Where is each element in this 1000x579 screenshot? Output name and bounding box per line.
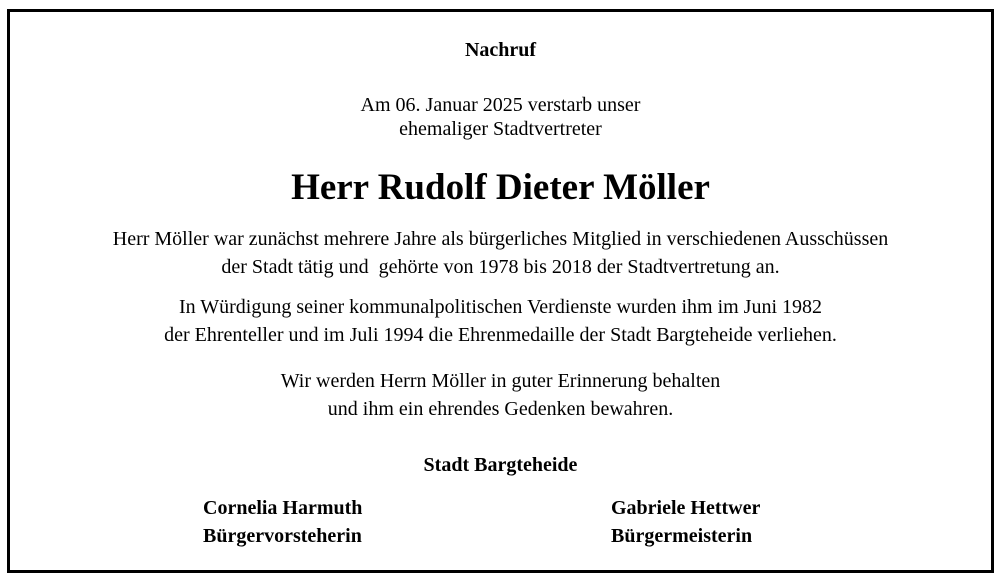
signatory-left [203, 494, 362, 550]
paragraph-honors-line-2: der Ehrenteller und im Juli 1994 die Ehrenmedaille der Stadt Bargteheide verliehen. [164, 324, 837, 346]
signatory-name: Gabriele Hettwer [611, 497, 761, 519]
intro-text [10, 93, 991, 141]
intro-line-1: Am 06. Januar 2025 verstarb unser [360, 94, 641, 116]
paragraph-remembrance-line-1: Wir werden Herrn Möller in guter Erinnerung behalten [280, 370, 721, 392]
paragraph-honors-line-1: In Würdigung seiner kommunalpolitischen Verdienste wurden ihm im Juni 1982 [178, 296, 823, 318]
signatory-right [611, 494, 760, 550]
paragraph-career-line-2: der Stadt tätig und gehörte von 1978 bis 2018 der Stadtvertretung an. [221, 256, 780, 278]
paragraph-career-line-1: Herr Möller war zunächst mehrere Jahre als bürgerliches Mitglied in verschiedenen Ausschüssen [112, 228, 889, 250]
paragraph-remembrance-line-2: und ihm ein ehrendes Gedenken bewahren. [327, 398, 674, 420]
paragraph-career [10, 225, 991, 281]
paragraph-honors [10, 293, 991, 349]
deceased-name: Herr Rudolf Dieter Möller [291, 167, 710, 208]
intro-line-2: ehemaliger Stadtvertreter [399, 118, 602, 140]
organization-name: Stadt Bargteheide [423, 454, 578, 476]
signatory-title: Bürgervorsteherin [203, 525, 362, 547]
obituary-notice [7, 9, 994, 573]
signatory-name: Cornelia Harmuth [203, 497, 363, 519]
signatory-title: Bürgermeisterin [611, 525, 753, 547]
notice-heading: Nachruf [464, 39, 537, 61]
paragraph-remembrance [10, 367, 991, 423]
